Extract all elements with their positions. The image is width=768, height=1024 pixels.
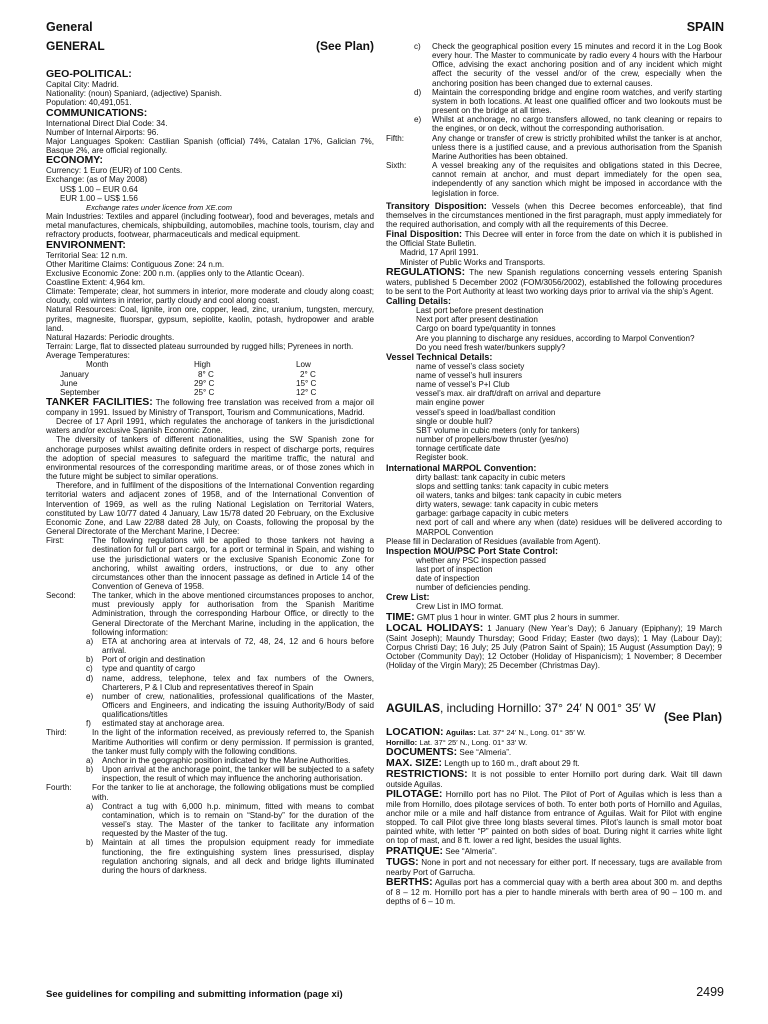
env-line: Terrain: Large, flat to dissected plateau surrounded by rugged hills; Pyrenees in north. <box>46 342 354 352</box>
table-cell: 8° C <box>198 369 214 379</box>
port-name: AGUILAS <box>386 701 440 716</box>
list-marker: a) <box>86 636 94 646</box>
list-item: dirty waters, sewage: tank capacity in cubic meters <box>416 500 599 510</box>
env-line: Coastline Extent: 4,964 km. <box>46 277 145 287</box>
table-row <box>60 360 368 369</box>
list-text: Check the geographical position every 15 minutes and record it in the Log Book every hour. The Master to communicate by radio every 4 hours with the Harbour Office, advising the exact anchoring position and of any incident which might affect the security of the vessel and/or of the crew, especially when the anchoring position has been changed due to external causes. <box>432 42 722 88</box>
location-label: Aguilas: <box>445 727 476 737</box>
final-line: Madrid, 17 April 1991. <box>400 248 479 258</box>
list-item: Are you planning to discharge any residues, according to Marpol Convention? <box>416 333 695 343</box>
list-text: Maintain the corresponding bridge and engine room watches, and verify starting system in both locations. At least one qualified officer and two lookouts must be present on the bridge at all times. <box>432 87 722 116</box>
decree-label: First: <box>46 536 64 546</box>
env-line: Climate: Temperate; clear, hot summers in interior, more moderate and cloudy along coast; cloudy, cold winters in interior, partly cloudy and cool along coast. <box>46 287 374 306</box>
exchange-note: Exchange rates under licence from XE.com <box>86 202 233 212</box>
list-item <box>46 664 374 673</box>
list-item: Do you need fresh water/bunkers supply? <box>416 342 566 352</box>
vessel-technical-heading: Vessel Technical Details: <box>386 351 493 362</box>
berths-heading: BERTHS: <box>386 875 433 888</box>
table-cell: January <box>60 369 89 379</box>
list-marker: d) <box>86 673 94 683</box>
comm-line: Major Languages Spoken: Castilian Spanish (official) 74%, Catalan 17%, Galician 7%, Basque 2%, are official regionally. <box>46 136 374 156</box>
list-item: number of propellers/bow thruster (yes/no) <box>416 435 569 445</box>
transitory-heading: Transitory Disposition: <box>386 200 487 211</box>
decree-second <box>46 591 374 637</box>
aguilas-see-plan-link[interactable]: (See Plan) <box>663 710 722 725</box>
decree-text: The tanker, which in the above mentioned circumstances proposes to anchor, must previously apply for authorisation from the Spanish Maritime Administration, through the corresponding Harbour Office, or directly to the General Directorate of the Merchant Marine, including in the application, the following information: <box>92 591 374 637</box>
list-item: Next port after present destination <box>416 315 538 325</box>
list-item: garbage: garbage capacity in cubic meters <box>416 509 569 519</box>
pilotage-para <box>386 789 722 846</box>
time-heading: TIME: <box>386 610 415 623</box>
table-cell: 15° C <box>296 378 317 388</box>
env-line: Average Temperatures: <box>46 351 130 361</box>
eco-line: Exchange: (as of May 2008) <box>46 175 148 185</box>
list-text: type and quantity of cargo <box>102 664 196 674</box>
list-item <box>46 765 374 783</box>
decree-first <box>46 536 374 591</box>
list-marker: c) <box>86 664 93 674</box>
tanker-intro: The following free translation was received from a major oil company in 1991. Issued by Ministry of Transport, Tourism and Communications, Madrid. <box>46 398 374 417</box>
list-item: vessel’s max. air draft/draft on arrival and departure <box>416 389 601 399</box>
list-item: Cargo on board type/quantity in tonnes <box>416 324 556 334</box>
eco-line: Currency: 1 Euro (EUR) of 100 Cents. <box>46 166 183 176</box>
geo-line: Population: 40,491,051. <box>46 98 132 108</box>
environment-heading: ENVIRONMENT: <box>46 238 126 251</box>
table-cell: September <box>60 387 100 397</box>
decree-text: For the tanker to lie at anchorage, the following obligations must be complied with. <box>92 783 374 802</box>
economy-heading: ECONOMY: <box>46 154 103 167</box>
pratique-heading: PRATIQUE: <box>386 844 443 857</box>
tanker-para: The diversity of tankers of different nationalities, using the SW Spanish zone for anchorage purposes whilst awaiting definite orders in respect of discharge ports, requires the adoption of special measures to safeguard the maritime traffic, the natural and environmental resources of the corresponding maritime areas, or of those zones which in the future might be subject to similar operations. <box>46 435 374 482</box>
table-header-cell: High <box>194 360 211 370</box>
general-title: GENERAL <box>46 39 105 53</box>
final-line: Minister of Public Works and Transports. <box>400 257 546 267</box>
tugs-text: None in port and not necessary for either port. If necessary, tugs are available from nearby Port of Garrucha. <box>386 857 723 877</box>
transitory-text: Vessels (when this Decree becomes enforceable), that find themselves in the circumstances mentioned in the first paragraph, must apply immediately for the required authorisation, and comply with all the requirements of this Decree. <box>386 201 723 229</box>
list-item: main engine power <box>416 398 485 408</box>
list-item: slops and settling tanks: tank capacity in cubic meters <box>416 481 609 491</box>
exchange-rate: US$ 1.00 – EUR 0.64 <box>60 184 138 194</box>
tanker-facilities-heading: TANKER FACILITIES: <box>46 396 153 408</box>
port-position: , including Hornillo: 37° 24′ N 001° 35′ W <box>440 701 656 716</box>
list-item <box>386 115 722 133</box>
tanker-para: Decree of 17 April 1991, which regulates the anchorage of tankers in the jurisdictional waters and/or exclusive Spanish Economic Zone. <box>46 417 374 436</box>
table-header-cell: Month <box>86 360 109 370</box>
list-text: ETA at anchoring area at intervals of 72, 48, 24, 12 and 6 hours before arrival. <box>102 636 374 656</box>
list-item: whether any PSC inspection passed <box>416 555 547 565</box>
list-item: dirty ballast: tank capacity in cubic meters <box>416 472 566 482</box>
pilotage-heading: PILOTAGE: <box>386 787 443 800</box>
aguilas-title <box>386 701 656 716</box>
list-item: date of inspection <box>416 574 480 584</box>
list-item <box>46 637 374 655</box>
max-size-text: Length up to 160 m., draft about 29 ft. <box>444 758 580 768</box>
regulations <box>386 267 722 296</box>
decree-label: Third: <box>46 728 67 738</box>
list-item: name of vessel’s P+I Club <box>416 380 510 390</box>
comm-line: Number of Internal Airports: 96. <box>46 127 159 137</box>
env-line: Natural Resources: Coal, lignite, iron ore, copper, lead, zinc, uranium, tungsten, mercury, pyrites, magnesite, fluorspar, gypsum, sepiolite, kaolin, potash, hydropower and arable land. <box>46 305 374 333</box>
table-cell: 2° C <box>300 369 316 379</box>
env-line: Territorial Sea: 12 n.m. <box>46 250 128 260</box>
main-industries: Main Industries: Textiles and apparel (including footwear), food and beverages, metals and metal manufactures, chemicals, shipbuilding, automobiles, machine tools, tourism, clay and refractory products, footwear, pharmaceuticals and medical equipment. <box>46 212 374 240</box>
list-text: Whilst at anchorage, no cargo transfers allowed, no tank cleaning or repairs to the engines, or on deck, without the corresponding authorisation. <box>432 115 722 134</box>
decree-label: Second: <box>46 591 76 601</box>
see-plan-link[interactable]: (See Plan) <box>315 39 374 53</box>
list-item: SBT volume in cubic meters (only for tankers) <box>416 425 580 435</box>
list-marker: d) <box>414 87 422 97</box>
final-heading: Final Disposition: <box>386 229 462 240</box>
residues-note: Please fill in Declaration of Residues (available from Agent). <box>386 536 601 546</box>
table-row <box>60 379 368 388</box>
list-text: name, address, telephone, telex and fax numbers of the Owners, Charterers, P & I Club and representatives thereof in Spain <box>102 673 374 692</box>
tugs-heading: TUGS: <box>386 855 419 868</box>
time-text: GMT plus 1 hour in winter. GMT plus 2 hours in summer. <box>416 612 620 622</box>
tugs-para <box>386 857 722 877</box>
list-marker: b) <box>86 838 94 848</box>
page-number: 2499 <box>696 985 724 999</box>
decree-fourth <box>46 783 374 801</box>
location-value: Lat. 37° 24′ N., Long. 01° 35′ W. <box>478 727 586 737</box>
berths-para <box>386 877 722 906</box>
geo-political-heading: GEO-POLITICAL: <box>46 68 132 81</box>
holidays-text: 1 January (New Year’s Day); 6 January (Epiphany); 19 March (Saint Joseph); Maundy Thursday; Good Friday; Easter (two days); 1 May (Labour Day); Corpus Christi Day; 16 July; 25 July (Patron Saint of Spain); 15 August (Assumption Day); 9 October (Community Day); 12 October (Holiday of Hispanicism); 1 November; 8 December (Holiday of the Virgin Mary); 25 December (Christmas Day). <box>386 623 723 671</box>
list-marker: e) <box>86 691 94 701</box>
transitory-disposition <box>386 201 722 229</box>
calling-details-heading: Calling Details: <box>386 296 452 307</box>
list-item: name of vessel’s hull insurers <box>416 371 523 380</box>
list-text: Maintain at all times the propulsion equipment ready for immediate functioning, the fire extinguishing system lines pressurised, display regulation anchoring signals, and all deck and bridge lights illuminated during the hours of darkness. <box>102 838 374 875</box>
list-item <box>46 719 374 728</box>
marpol-heading: International MARPOL Convention: <box>386 462 537 473</box>
final-disposition <box>386 229 722 248</box>
list-item <box>386 88 722 115</box>
list-item: tonnage certificate date <box>416 444 501 454</box>
list-item: vessel’s speed in load/ballast condition <box>416 407 556 417</box>
decree-label: Sixth: <box>386 161 407 171</box>
env-line: Natural Hazards: Periodic droughts. <box>46 332 175 342</box>
decree-text: Any change or transfer of crew is strictly prohibited whilst the tanker is at anchor, unless there is a justified cause, and a previous authorisation from the Spanish Marine Authorities has been obtained. <box>432 133 722 161</box>
crew-list-text: Crew List in IMO format. <box>416 602 504 612</box>
decree-sixth <box>386 161 722 198</box>
regulations-heading: REGULATIONS: <box>386 265 466 278</box>
table-row <box>60 370 368 379</box>
list-text: estimated stay at anchorage area. <box>102 719 225 729</box>
crew-list-heading: Crew List: <box>386 592 430 603</box>
list-item: last port of inspection <box>416 564 493 574</box>
pratique-para <box>386 846 722 857</box>
communications-heading: COMMUNICATIONS: <box>46 106 148 119</box>
list-item: Last port before present destination <box>416 306 544 316</box>
decree-third <box>46 728 374 755</box>
env-line: Other Maritime Claims: Contiguous Zone: 24 n.m. <box>46 259 225 269</box>
list-item <box>46 655 374 664</box>
regulations-text: The new Spanish regulations concerning vessels entering Spanish waters, published 5 December 2002 (FOM/3056/2002), established the following procedures to be sent to the Port Authority at least two working days prior to arrival via the ship’s Agent. <box>386 267 722 296</box>
list-marker: a) <box>86 801 94 811</box>
list-item <box>46 674 374 692</box>
temperature-table <box>60 360 368 397</box>
location-label: Hornillo: <box>386 737 418 747</box>
restrictions-para <box>386 769 722 789</box>
list-item: oil waters, tanks and bilges: tank capacity in cubic meters <box>416 490 622 500</box>
table-cell: 25° C <box>194 387 215 397</box>
holidays-heading: LOCAL HOLIDAYS: <box>386 621 484 634</box>
list-marker: f) <box>86 719 91 729</box>
list-marker: c) <box>414 42 421 51</box>
restrictions-text: It is not possible to enter Hornillo port during dark. Wait till dawn outside Aguilas. <box>386 769 723 789</box>
decree-text: In the light of the information received, as previously referred to, the Spanish Maritime Authorities will confirm or deny permission. If permission is granted, the tanker must fully comply with the following conditions. <box>92 728 374 756</box>
documents-heading: DOCUMENTS: <box>386 745 458 758</box>
table-cell: June <box>60 378 78 388</box>
pratique-text: See “Almeria”. <box>445 846 497 856</box>
footer-guidelines: See guidelines for compiling and submitting information (page xi) <box>46 989 343 1000</box>
right-column <box>386 42 722 906</box>
list-item: Register book. <box>416 453 469 463</box>
berths-text: Aguilas port has a commercial quay with a berth area about 300 m. and depths of 8 – 12 m. Hornillo port has a pier to handle minerals with berth area of 90 – 100 m. and depths of 6 – 10 m. <box>386 877 722 906</box>
left-column <box>46 39 374 875</box>
list-marker: b) <box>86 765 94 775</box>
list-marker: e) <box>414 115 422 125</box>
list-item: next port of call and where any when (date) residues will be delivered according to MARPOL Convention <box>416 518 722 537</box>
decree-text: A vessel breaking any of the requisites and obligations stated in this Decree, cannot remain at anchor, and must depart immediately for the open sea, independently of any sanction which might be imposed in accordance with the legislation in force. <box>432 161 722 198</box>
table-cell: 29° C <box>194 378 215 388</box>
table-header-cell: Low <box>296 360 311 370</box>
pilotage-text: Hornillo port has no Pilot. The Pilot of Port of Aguilas which is less than a mile from Hornillo, does pilotage services of both. To enter both ports of Hornillo and Aguilas, anchor mile or a mile and half distance from entrance of Aguilas. Wait for Pilot with engine stopped. To call Pilot give three long blasts several times. Pilot’s launch is small motor boat painted white, with letter “P” painted on both sides of boat. During night it carries white light on top of mast, and 8 ft. lower a red light, besides the usual lights. <box>386 789 722 846</box>
env-line: Exclusive Economic Zone: 200 n.m. (applies only to the Atlantic Ocean). <box>46 268 305 278</box>
comm-line: International Direct Dial Code: 34. <box>46 118 168 128</box>
location-value: Lat. 37° 25′ N., Long. 01° 33′ W. <box>419 737 528 747</box>
final-text: This Decree will enter in force from the date on which it is published in the Official State Bulletin. <box>386 230 723 249</box>
location-heading: LOCATION: <box>386 725 444 738</box>
header-section: General <box>46 20 93 34</box>
list-item <box>386 42 722 88</box>
list-marker: a) <box>86 755 94 765</box>
max-size-heading: MAX. SIZE: <box>386 756 443 769</box>
decree-label: Fifth: <box>386 133 404 143</box>
geo-line: Capital City: Madrid. <box>46 80 119 90</box>
restrictions-heading: RESTRICTIONS: <box>386 767 468 780</box>
list-item: single or double hull? <box>416 416 493 426</box>
list-marker: b) <box>86 655 94 665</box>
list-item: name of vessel’s class society <box>416 361 525 371</box>
list-item <box>46 802 374 839</box>
list-text: Anchor in the geographic position indicated by the Marine Authorities. <box>102 755 351 765</box>
holidays-para <box>386 623 722 671</box>
table-cell: 12° C <box>296 387 317 397</box>
list-text: Port of origin and destination <box>102 655 206 665</box>
inspection-heading: Inspection MOU/PSC Port State Control: <box>386 545 559 556</box>
decree-text: The following regulations will be applied to those tankers not having a destination for full or part cargo, for a port or terminal in Spain, and wishing to use the jurisdictional waters or the exclusive Spanish Economic Zone for anchoring, whilst awaiting orders, instructions, or due to any other circumstances other than the innocent passage as defined in Article 14 of the Convention of Geneva of 1958. <box>92 536 374 591</box>
list-item <box>46 838 374 875</box>
header-country: SPAIN <box>686 20 724 34</box>
exchange-rate: EUR 1.00 – US$ 1.56 <box>60 193 138 203</box>
list-item <box>46 756 374 765</box>
list-item: number of deficiencies pending. <box>416 583 531 593</box>
location-para <box>386 727 722 738</box>
documents-text: See “Almeria”. <box>459 747 512 757</box>
list-text: Upon arrival at the anchorage point, the tanker will be subjected to a safety inspection, the result of which may influence the anchoring authorisation. <box>102 765 374 784</box>
geo-line: Nationality: (noun) Spaniard, (adjective) Spanish. <box>46 89 222 99</box>
decree-label: Fourth: <box>46 783 72 793</box>
tanker-para: Therefore, and in fulfilment of the dispositions of the International Convention regarding territorial waters and adjacent zones of 1958, and of the International Convention of Intervention of 1969, as well as the ruling National Legislation on Territorial Waters, constituted by Law 10/77 dated 4 January, Law 15/78 dated 20 February, on the Exclusive Economic Zone, and Law 22/88 dated 28 July, on Coasts, following the proposal by the General Directorate of the Merchant Marine, I Decree: <box>46 481 374 537</box>
list-text: number of crew, nationalities, professional qualifications of the Master, Officers and Engineers, and indicating the issuing Authority/Body of said qualifications/titles <box>102 691 374 720</box>
tanker-facilities-para <box>46 397 374 417</box>
list-text: Contract a tug with 6,000 h.p. minimum, fitted with means to combat contamination, which is to remain on “Stand-by” for the duration of the vessel’s stay. The Master of the tanker to facilitate any information requested by the Master of the tug. <box>102 801 374 839</box>
list-item <box>46 692 374 719</box>
decree-fifth <box>386 134 722 161</box>
